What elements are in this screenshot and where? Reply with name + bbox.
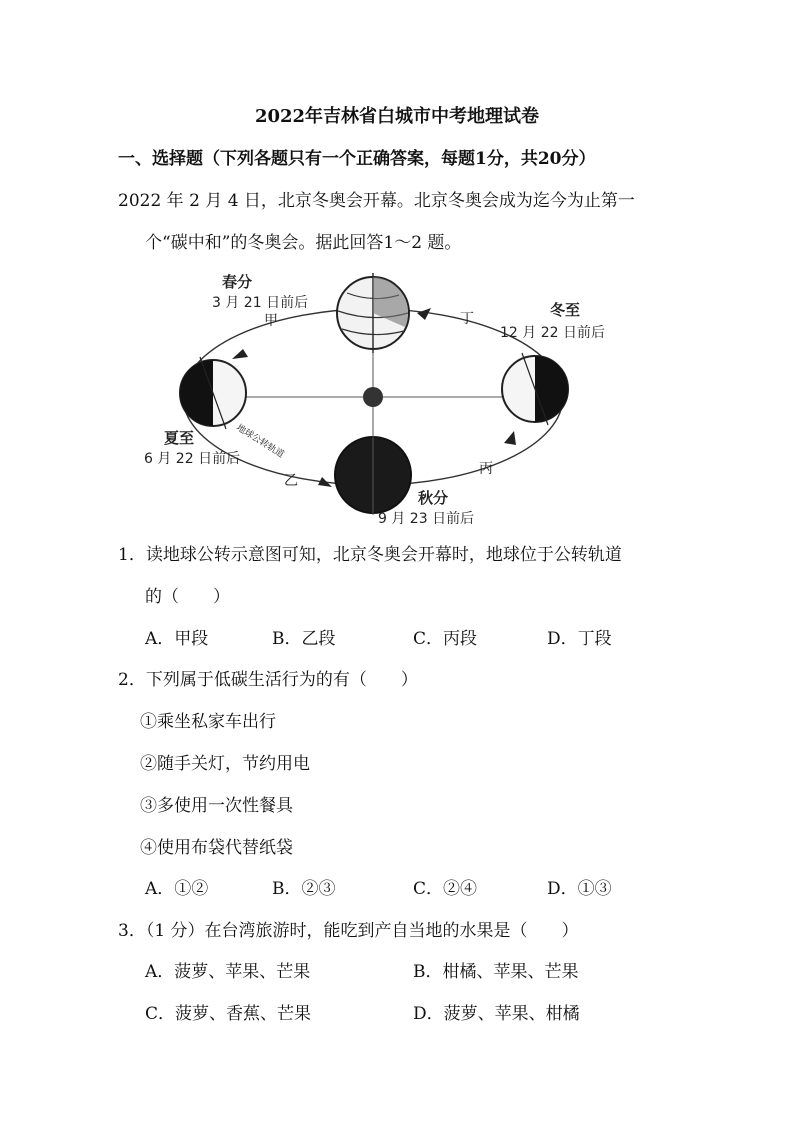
arrow-ding (417, 308, 431, 320)
q3-stem: 3．（1 分）在台湾旅游时，能吃到产自当地的水果是（ ） (118, 921, 579, 941)
winter-date: 12 月 22 日前后 (500, 325, 605, 341)
arrow-yi (318, 477, 332, 487)
q3-option-a[interactable]: A．菠萝、苹果、芒果 (145, 962, 311, 982)
intro-line-1: 2022 年 2 月 4 日，北京冬奥会开幕。北京冬奥会成为迄今为止第一 (118, 191, 635, 211)
segment-yi: 乙 (284, 473, 298, 489)
q2-option-b[interactable]: B．②③ (272, 879, 336, 899)
arrow-jia (232, 349, 248, 359)
summer-label: 夏至 (164, 429, 195, 447)
q2-option-a[interactable]: A．①② (145, 879, 209, 899)
q2-item-3: ③多使用一次性餐具 (140, 796, 293, 816)
autumn-label: 秋分 (418, 489, 449, 507)
q2-item-4: ④使用布袋代替纸袋 (140, 838, 293, 858)
q2-option-c[interactable]: C．②④ (413, 879, 478, 899)
summer-date: 6 月 22 日前后 (144, 451, 241, 467)
q3-option-d[interactable]: D．菠萝、苹果、柑橘 (413, 1004, 580, 1024)
q1-option-d[interactable]: D．丁段 (547, 629, 612, 649)
exam-title: 2022年吉林省白城市中考地理试卷 (254, 106, 540, 127)
winter-earth-icon (502, 353, 568, 425)
segment-bing: 丙 (479, 461, 493, 477)
arrow-bing (504, 431, 516, 445)
q1-option-a[interactable]: A．甲段 (145, 629, 209, 649)
winter-label: 冬至 (550, 301, 581, 319)
segment-jia: 甲 (264, 313, 278, 329)
q3-option-b[interactable]: B．柑橘、苹果、芒果 (413, 962, 579, 982)
q2-stem: 2．下列属于低碳生活行为的有（ ） (118, 670, 418, 690)
q2-item-1: ①乘坐私家车出行 (140, 712, 276, 732)
segment-ding: 丁 (460, 311, 474, 327)
spring-label: 春分 (222, 273, 253, 291)
q2-option-d[interactable]: D．①③ (547, 879, 612, 899)
q2-item-2: ②随手关灯，节约用电 (140, 754, 310, 774)
q1-option-b[interactable]: B．乙段 (272, 629, 336, 649)
autumn-date: 9 月 23 日前后 (378, 511, 475, 527)
section-heading: 一、选择题（下列各题只有一个正确答案，每题1分，共20分） (118, 149, 596, 169)
summer-earth-icon (180, 357, 246, 429)
autumn-earth-icon (335, 433, 411, 515)
q1-stem-line-1: 1．读地球公转示意图可知，北京冬奥会开幕时，地球位于公转轨道 (118, 545, 622, 565)
earth-revolution-diagram (142, 263, 638, 531)
q3-option-c[interactable]: C．菠萝、香蕉、芒果 (145, 1004, 312, 1024)
orbit-note: 地球公转轨道 (234, 423, 286, 461)
intro-line-2: 个“碳中和”的冬奥会。据此回答1～2 题。 (145, 233, 462, 253)
sun-icon (363, 387, 383, 407)
spring-earth-icon (337, 273, 409, 353)
q1-option-c[interactable]: C．丙段 (413, 629, 478, 649)
spring-date: 3 月 21 日前后 (212, 295, 309, 311)
q1-stem-line-2: 的（ ） (145, 587, 230, 607)
